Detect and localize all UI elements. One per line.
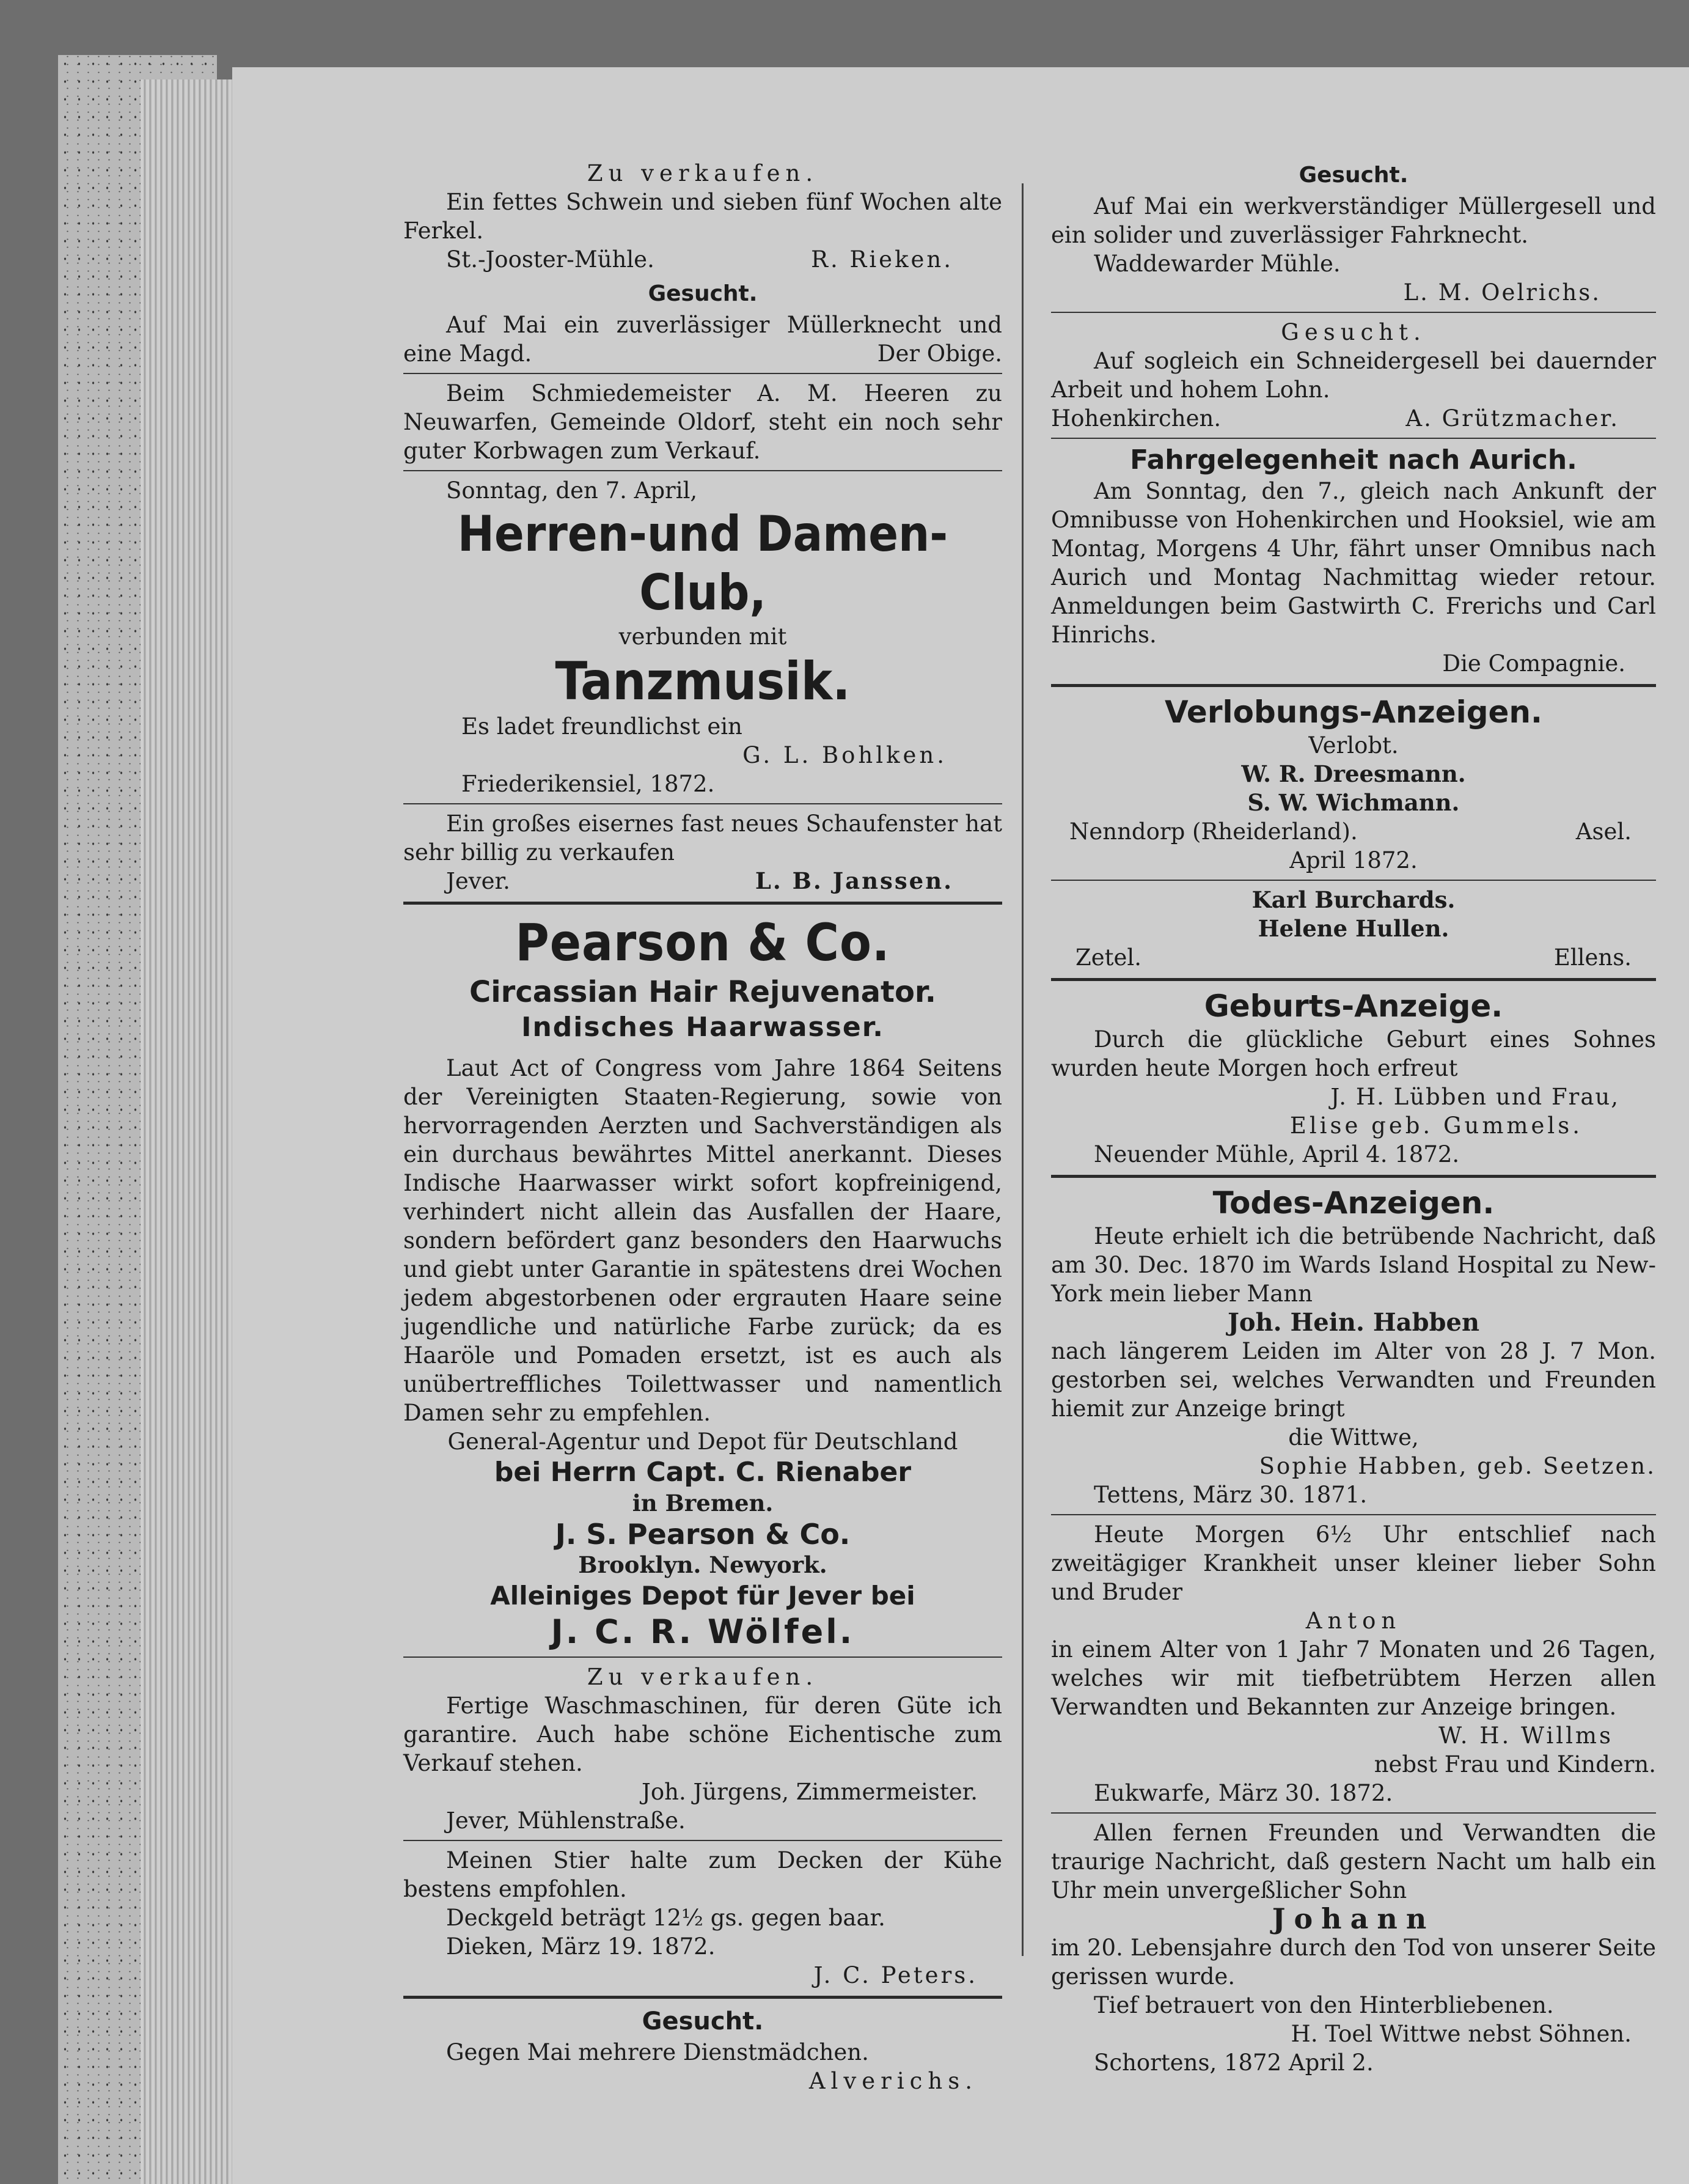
ad-body: Meinen Stier halte zum Decken der Kühe bestens empfohlen. xyxy=(403,1847,1002,1902)
divider xyxy=(403,803,1002,804)
ad-name4: Helene Hullen. xyxy=(1258,915,1449,942)
divider-thick xyxy=(403,1996,1002,1999)
ad-body2: in einem Alter von 1 Jahr 7 Monaten und 26 Tagen, welches wir mit tiefbetrübtem Herzen allen Verwandten und Bekannten zur Anzeige bringen. xyxy=(1051,1636,1656,1720)
ad-heading: Todes-Anzeigen. xyxy=(1212,1185,1495,1221)
ad-body: Am Sonntag, den 7., gleich nach Ankunft der Omnibusse von Hohenkirchen und Hooksiel, wie am Montag, Morgens 4 Uhr, fährt unser Omnibus nach Aurich und Montag Nachmittag wieder retour. Anmeldungen beim Gastwirth C. Frerichs und Carl Hinrichs. xyxy=(1051,478,1656,648)
ad-signer: A. Grützmacher. xyxy=(1405,405,1619,432)
divider xyxy=(403,373,1002,374)
ad-heading: Gesucht. xyxy=(1281,319,1426,345)
ad-place4: Ellens. xyxy=(1553,944,1632,971)
ad-place: Waddewarder Mühle. xyxy=(1094,251,1341,277)
ad-place: Jever, Mühlenstraße. xyxy=(446,1807,686,1834)
ad-signer: Joh. Jürgens, Zimmermeister. xyxy=(642,1779,978,1805)
ad-body: Ein fettes Schwein und sieben fünf Wochen alte Ferkel. xyxy=(403,189,1002,244)
ad-shop-window xyxy=(403,809,1002,895)
ad-signer: Der Obige. xyxy=(877,340,1002,367)
ad-title: Herren-und Damen-Club, xyxy=(457,506,948,621)
ad-signer: H. Toel Wittwe nebst Söhnen. xyxy=(1291,2021,1632,2047)
ad-for-sale-pig xyxy=(403,159,1002,274)
ad-body2: nach längerem Leiden im Alter von 28 J. 7 Mon. gestorben sei, welches Verwandten und Freunden hiemit zur Anzeige bringt xyxy=(1051,1338,1656,1422)
ad-place: Jever. xyxy=(446,868,510,894)
ad-date: Sonntag, den 7. April, xyxy=(446,477,698,504)
ad-mourn: Tief betrauert von den Hinterbliebenen. xyxy=(1094,1992,1554,2018)
ad-place2: Asel. xyxy=(1575,818,1632,845)
ad-label: Verlobt. xyxy=(1308,732,1399,759)
ad-engagements xyxy=(1051,693,1656,972)
divider xyxy=(1051,312,1656,313)
ad-heading: Geburts-Anzeige. xyxy=(1204,988,1503,1024)
ad-name: Joh. Hein. Habben xyxy=(1227,1308,1480,1337)
ad-body1: Heute Morgen 6½ Uhr entschlief nach zweitägiger Krankheit unser kleiner lieber Sohn und Bruder xyxy=(1051,1521,1656,1605)
ad-heading: Zu verkaufen. xyxy=(587,160,819,186)
ad-company-city: Brooklyn. Newyork. xyxy=(578,1551,827,1578)
ad-wanted-tailor xyxy=(1051,318,1656,433)
ad-agent: bei Herrn Capt. C. Rienaber xyxy=(494,1457,912,1488)
ad-body: Beim Schmiedemeister A. M. Heeren zu Neuwarfen, Gemeinde Oldorf, steht ein noch sehr guter Korbwagen zum Verkauf. xyxy=(403,380,1002,464)
ad-name: Johann xyxy=(1272,1902,1435,1935)
ad-death-anton xyxy=(1051,1520,1656,1807)
divider xyxy=(1051,880,1656,881)
divider xyxy=(403,470,1002,471)
ad-body: Ein großes eisernes fast neues Schaufenster hat sehr billig zu verkaufen xyxy=(403,811,1002,866)
ad-birth xyxy=(1051,987,1656,1169)
ad-signer2: Elise geb. Gummels. xyxy=(1289,1112,1583,1139)
ad-body: Fertige Waschmaschinen, für deren Güte ich garantire. Auch habe schöne Eichentische zum Verkauf stehen. xyxy=(403,1693,1002,1776)
ad-sub1: Circassian Hair Rejuvenator. xyxy=(469,975,936,1009)
ad-title2: Tanzmusik. xyxy=(555,651,851,712)
ad-sub2: Indisches Haarwasser. xyxy=(521,1012,884,1043)
ad-signer: L. M. Oelrichs. xyxy=(1403,279,1601,306)
ad-death-johann xyxy=(1051,1818,1656,2077)
ad-body2: im 20. Lebensjahre durch den Tod von unserer Seite gerissen wurde. xyxy=(1051,1935,1656,1990)
ad-signer: Alverichs. xyxy=(808,2068,978,2094)
ad-heading: Zu verkaufen. xyxy=(587,1664,819,1690)
column-rule xyxy=(1022,183,1024,1956)
ad-name3: Karl Burchards. xyxy=(1251,886,1456,913)
divider-thick xyxy=(1051,684,1656,687)
ad-body1: Heute erhielt ich die betrübende Nachricht, daß am 30. Dec. 1870 im Wards Island Hospital zu New-York mein lieber Mann xyxy=(1051,1223,1656,1307)
ad-body: Laut Act of Congress vom Jahre 1864 Seitens der Vereinigten Staaten-Regierung, sowie von hervorragenden Aerzten und Sachverständigen als ein durchaus bewährtes Mittel anerkannt. Dieses Indische Haarwasser wirkt sofort kopfreinigend, verhindert nicht allein das Ausfallen der Haare, sondern befördert ganz besonders den Haarwuchs und giebt unter Garantie in spätestens drei Wochen jedem abgestorbenen oder ergrauten Haare seine jugendliche und natürliche Farbe zurück; da es Haaröle und Pomaden ersetzt, ist es auch als unübertreffliches Toilettwasser und namentlich Damen sehr zu empfehlen. xyxy=(403,1055,1002,1426)
ad-place: Eukwarfe, März 30. 1872. xyxy=(1094,1780,1393,1806)
divider xyxy=(403,1840,1002,1841)
ad-place: St.-Jooster-Mühle. xyxy=(446,246,654,273)
divider-thick xyxy=(403,902,1002,905)
ad-place: Schortens, 1872 April 2. xyxy=(1094,2050,1374,2076)
ad-name1: W. R. Dreesmann. xyxy=(1241,760,1466,787)
ad-place: Tettens, März 30. 1871. xyxy=(1094,1482,1368,1508)
ad-signer: R. Rieken. xyxy=(811,246,953,273)
ad-signer: Die Compagnie. xyxy=(1442,650,1625,677)
ad-body: Auf Mai ein werkverständiger Müllergesell und ein solider und zuverlässiger Fahrknecht. xyxy=(1051,193,1656,248)
ad-title: Pearson & Co. xyxy=(515,913,890,973)
divider xyxy=(1051,1514,1656,1515)
ad-body: Auf Mai ein zuverlässiger Müllerknecht und eine Magd. xyxy=(403,312,1002,367)
ad-pearson xyxy=(403,911,1002,1652)
ad-place: Dieken, März 19. 1872. xyxy=(446,1933,716,1960)
ad-body1: Allen fernen Freunden und Verwandten die traurige Nachricht, daß gestern Nacht um halb ein Uhr mein unvergeßlicher Sohn xyxy=(1051,1820,1656,1903)
divider xyxy=(1051,1812,1656,1814)
ad-wanted-maids xyxy=(403,2005,1002,2095)
ad-invite: Es ladet freundlichst ein xyxy=(461,713,742,740)
ad-dance-club xyxy=(403,476,1002,798)
left-column xyxy=(403,159,1002,2099)
ad-depot-name: J. C. R. Wölfel. xyxy=(551,1612,855,1651)
ad-signer: J. C. Peters. xyxy=(813,1962,978,1988)
ad-omnibus xyxy=(1051,444,1656,678)
ad-date: April 1872. xyxy=(1289,847,1418,873)
ad-heading: Gesucht. xyxy=(1299,163,1409,188)
ad-company: J. S. Pearson & Co. xyxy=(555,1518,851,1551)
ad-signer: L. B. Janssen. xyxy=(755,867,953,894)
ad-depot: Alleiniges Depot für Jever bei xyxy=(490,1581,915,1611)
ad-place1: Nenndorp (Rheiderland). xyxy=(1069,818,1358,845)
ad-signer1: J. H. Lübben und Frau, xyxy=(1330,1084,1619,1110)
ad-deaths xyxy=(1051,1184,1656,1509)
divider xyxy=(403,1656,1002,1658)
ad-heading: Fahrgelegenheit nach Aurich. xyxy=(1130,444,1577,476)
divider-thick xyxy=(1051,978,1656,981)
divider-thick xyxy=(1051,1175,1656,1178)
ad-place: Friederikensiel, 1872. xyxy=(461,771,715,797)
ad-body: Auf sogleich ein Schneidergesell bei dauernder Arbeit und hohem Lohn. xyxy=(1051,348,1656,403)
ad-heading: Verlobungs-Anzeigen. xyxy=(1164,694,1543,730)
ad-basket-wagon xyxy=(403,379,1002,465)
ad-agency: General-Agentur und Depot für Deutschland xyxy=(447,1428,958,1455)
ad-body: Gegen Mai mehrere Dienstmädchen. xyxy=(446,2039,869,2065)
ad-signer1: W. H. Willms xyxy=(1438,1723,1613,1749)
page-edges xyxy=(141,79,238,2184)
ad-body: Durch die glückliche Geburt eines Sohnes wurden heute Morgen hoch erfreut xyxy=(1051,1026,1656,1081)
ad-sub: verbunden mit xyxy=(618,623,787,650)
ad-washing-machines xyxy=(403,1663,1002,1835)
ad-wanted-millergesell xyxy=(1051,159,1656,307)
right-column xyxy=(1051,159,1656,2081)
ad-fee: Deckgeld beträgt 12½ gs. gegen baar. xyxy=(446,1905,885,1931)
ad-bull xyxy=(403,1846,1002,1990)
divider xyxy=(1051,438,1656,439)
ad-heading: Gesucht. xyxy=(648,281,758,306)
ad-agent-city: in Bremen. xyxy=(632,1490,774,1517)
ad-signer2: nebst Frau und Kindern. xyxy=(1374,1751,1656,1778)
ad-place: Neuender Mühle, April 4. 1872. xyxy=(1094,1141,1460,1167)
ad-wanted-miller xyxy=(403,278,1002,368)
ad-name2: S. W. Wichmann. xyxy=(1247,789,1460,816)
ad-place: Hohenkirchen. xyxy=(1051,405,1222,432)
ad-place3: Zetel. xyxy=(1075,944,1141,971)
ad-signer: G. L. Bohlken. xyxy=(742,742,947,768)
ad-signer: Sophie Habben, geb. Seetzen. xyxy=(1259,1453,1656,1479)
ad-name: Anton xyxy=(1305,1608,1402,1634)
ad-widow: die Wittwe, xyxy=(1288,1424,1419,1450)
ad-heading: Gesucht. xyxy=(642,2007,764,2035)
